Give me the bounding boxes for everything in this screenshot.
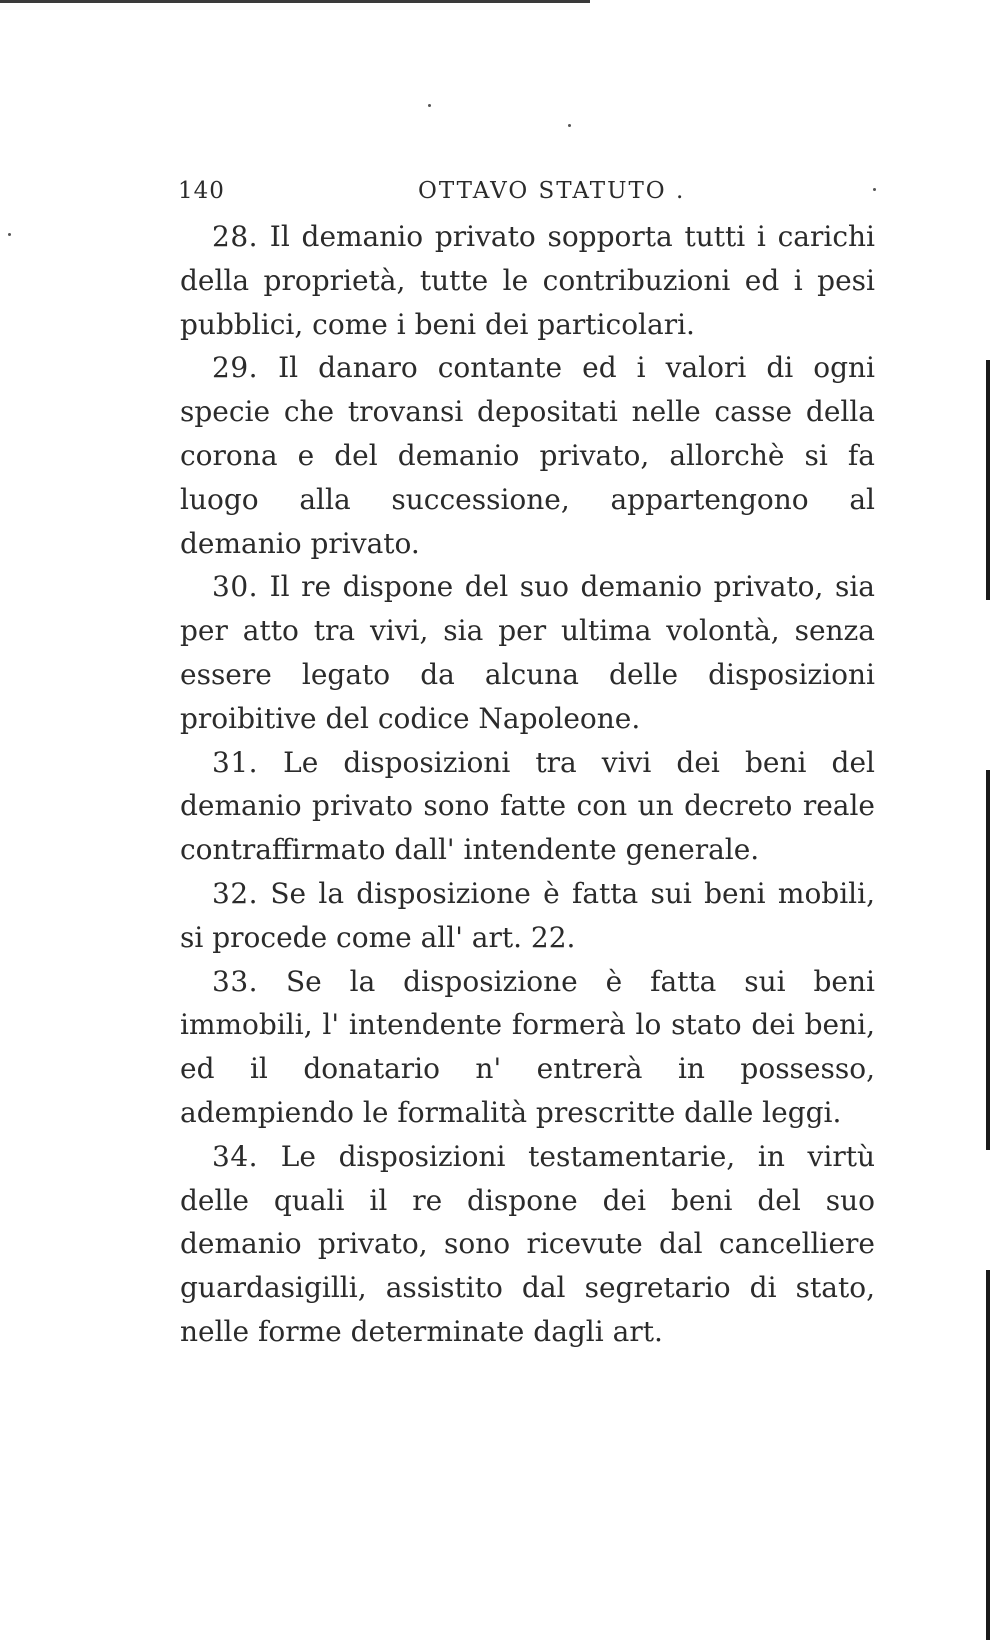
article-32 xyxy=(180,872,875,960)
scan-speck xyxy=(873,188,876,191)
article-text: Il danaro contante ed i valori di ogni specie che trovansi depositati nelle casse della corona e del demanio privato, allorchè si fa luogo alla successione, appartengono al demanio privato. xyxy=(180,351,875,560)
page-number: 140 xyxy=(178,178,225,204)
article-number: 32. xyxy=(212,876,259,910)
article-number: 34. xyxy=(212,1139,259,1173)
scan-speck xyxy=(428,104,431,107)
article-text: Le disposizioni tra vivi dei beni del demanio privato sono fatte con un decreto reale contraffirmato dall' intendente generale. xyxy=(180,745,875,867)
article-text: Le disposizioni testamentarie, in virtù delle quali il re dispone dei beni del suo demanio privato, sono ricevute dal cancelliere guardasigilli, assistito dal segretario di stato, nelle forme determinate dagli art. xyxy=(180,1139,875,1348)
binding-shadow xyxy=(986,360,990,600)
article-text: Se la disposizione è fatta sui beni mobili, si procede come all' art. 22. xyxy=(180,876,875,954)
article-34 xyxy=(180,1135,875,1354)
article-28 xyxy=(180,215,875,346)
binding-shadow xyxy=(986,770,990,1150)
article-number: 33. xyxy=(212,964,259,998)
article-number: 29. xyxy=(212,351,259,385)
article-number: 31. xyxy=(212,745,259,779)
article-text: Il re dispone del suo demanio privato, sia per atto tra vivi, sia per ultima volontà, senza essere legato da alcuna delle disposizioni proibitive del codice Napoleone. xyxy=(180,570,875,735)
scan-speck xyxy=(568,124,571,127)
body-text xyxy=(180,215,875,1354)
running-head: OTTAVO STATUTO . xyxy=(418,178,686,204)
article-number: 30. xyxy=(212,570,259,604)
article-text: Se la disposizione è fatta sui beni immobili, l' intendente formerà lo stato dei beni, ed il donatario n' entrerà in possesso, adempiendo le formalità prescritte dalle leggi. xyxy=(180,964,875,1129)
page-header xyxy=(178,178,878,218)
scan-speck xyxy=(8,233,11,236)
binding-shadow xyxy=(986,1270,990,1640)
top-rule xyxy=(0,0,590,3)
article-33 xyxy=(180,960,875,1135)
article-29 xyxy=(180,346,875,565)
article-text: Il demanio privato sopporta tutti i carichi della proprietà, tutte le contribuzioni ed i pesi pubblici, come i beni dei particolari. xyxy=(180,220,875,341)
article-number: 28. xyxy=(212,220,259,253)
article-30 xyxy=(180,565,875,740)
article-31 xyxy=(180,741,875,872)
